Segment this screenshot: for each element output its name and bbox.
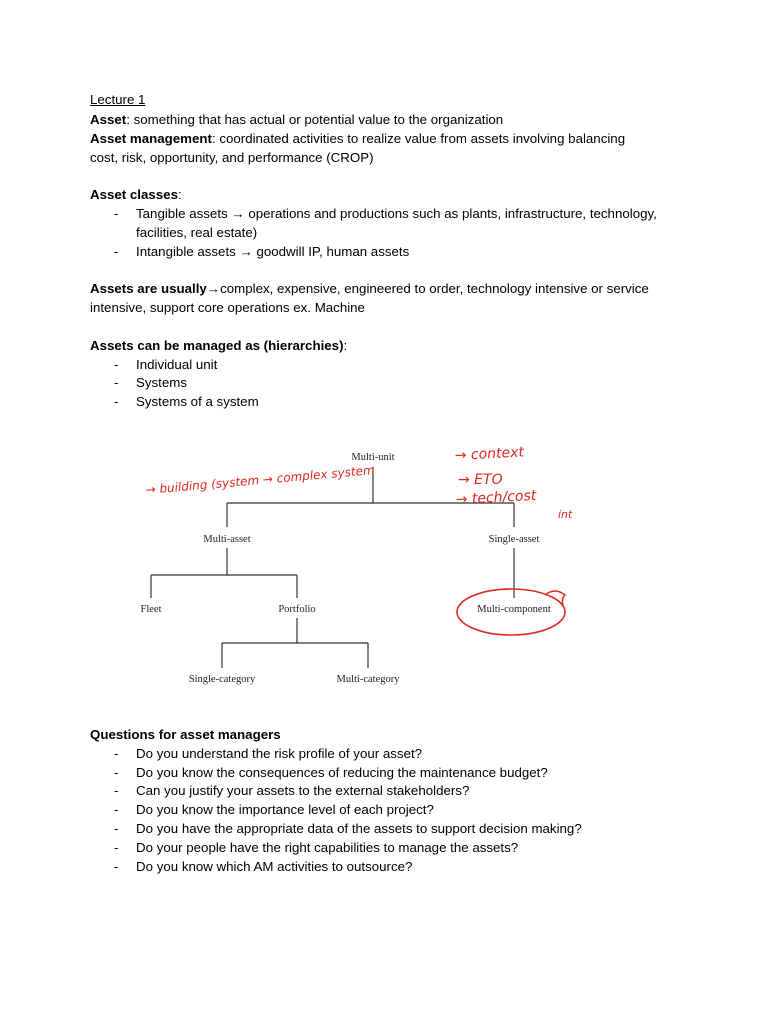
handwritten-eto: → ETO	[458, 472, 503, 488]
handwritten-tech: → tech/cost	[455, 487, 537, 508]
asset-def: : something that has actual or potential value to the organization	[126, 112, 504, 127]
bullet-dash: -	[114, 859, 119, 874]
hierarchy-diagram	[0, 430, 768, 700]
bullet-dash: -	[114, 765, 119, 780]
handwritten-int: int	[558, 508, 573, 521]
question-item: Do you know the importance level of each project?	[136, 802, 434, 817]
node-multi-unit: Multi-unit	[351, 452, 395, 463]
list-item: Systems of a system	[136, 394, 259, 409]
hierarchies-term: Assets can be managed as (hierarchies)	[90, 338, 344, 353]
list-item: Intangible assets → goodwill IP, human assets	[136, 244, 410, 259]
asset-management-term: Asset management	[90, 131, 212, 146]
node-multi-component: Multi-component	[477, 604, 551, 615]
bullet-dash: -	[114, 394, 119, 409]
list-item: facilities, real estate)	[136, 225, 258, 240]
node-multi-category: Multi-category	[336, 674, 400, 685]
list-item: Systems	[136, 375, 187, 390]
question-item: Do your people have the right capabilities to manage the assets?	[136, 840, 519, 855]
hierarchies-colon: :	[343, 338, 348, 353]
bullet-dash: -	[114, 244, 119, 259]
asset-management-def-1: : coordinated activities to realize value from assets involving balancing	[211, 131, 626, 146]
list-item: Tangible assets → operations and productions such as plants, infrastructure, technology,	[136, 206, 657, 221]
bullet-dash: -	[114, 783, 119, 798]
asset-classes-heading	[90, 186, 182, 204]
lecture-title: Lecture 1	[90, 92, 146, 107]
bullet-dash: -	[114, 821, 119, 836]
questions-heading: Questions for asset managers	[90, 727, 281, 742]
node-single-category: Single-category	[188, 674, 256, 685]
asset-management-def-2: cost, risk, opportunity, and performance (CROP)	[90, 150, 374, 165]
bullet-dash: -	[114, 802, 119, 817]
assets-usually	[90, 280, 649, 298]
hierarchies-heading	[90, 337, 347, 355]
bullet-dash: -	[114, 375, 119, 390]
asset-management-definition	[90, 130, 625, 148]
question-item: Do you understand the risk profile of your asset?	[136, 746, 423, 761]
question-item: Do you have the appropriate data of the assets to support decision making?	[136, 821, 582, 836]
asset-classes-term: Asset classes	[90, 187, 178, 202]
bullet-dash: -	[114, 840, 119, 855]
node-portfolio: Portfolio	[278, 604, 316, 615]
asset-definition	[90, 111, 503, 129]
question-item: Do you know the consequences of reducing the maintenance budget?	[136, 765, 548, 780]
bullet-dash: -	[114, 357, 119, 372]
handwritten-context: → context	[454, 444, 525, 464]
list-item: Individual unit	[136, 357, 218, 372]
handwritten-left-note: → building (system → complex system	[145, 463, 376, 497]
node-fleet: Fleet	[140, 604, 162, 615]
question-item: Do you know which AM activities to outsource?	[136, 859, 413, 874]
assets-usually-line-1: →complex, expensive, engineered to order, technology intensive or service	[206, 281, 649, 296]
node-single-asset: Single-asset	[488, 534, 540, 545]
bullet-dash: -	[114, 746, 119, 761]
question-item: Can you justify your assets to the external stakeholders?	[136, 783, 470, 798]
bullet-dash: -	[114, 206, 119, 221]
assets-usually-line-2: intensive, support core operations ex. Machine	[90, 300, 365, 315]
assets-usually-term: Assets are usually	[90, 281, 207, 296]
asset-classes-colon: :	[177, 187, 182, 202]
node-multi-asset: Multi-asset	[203, 534, 251, 545]
asset-term: Asset	[90, 112, 127, 127]
